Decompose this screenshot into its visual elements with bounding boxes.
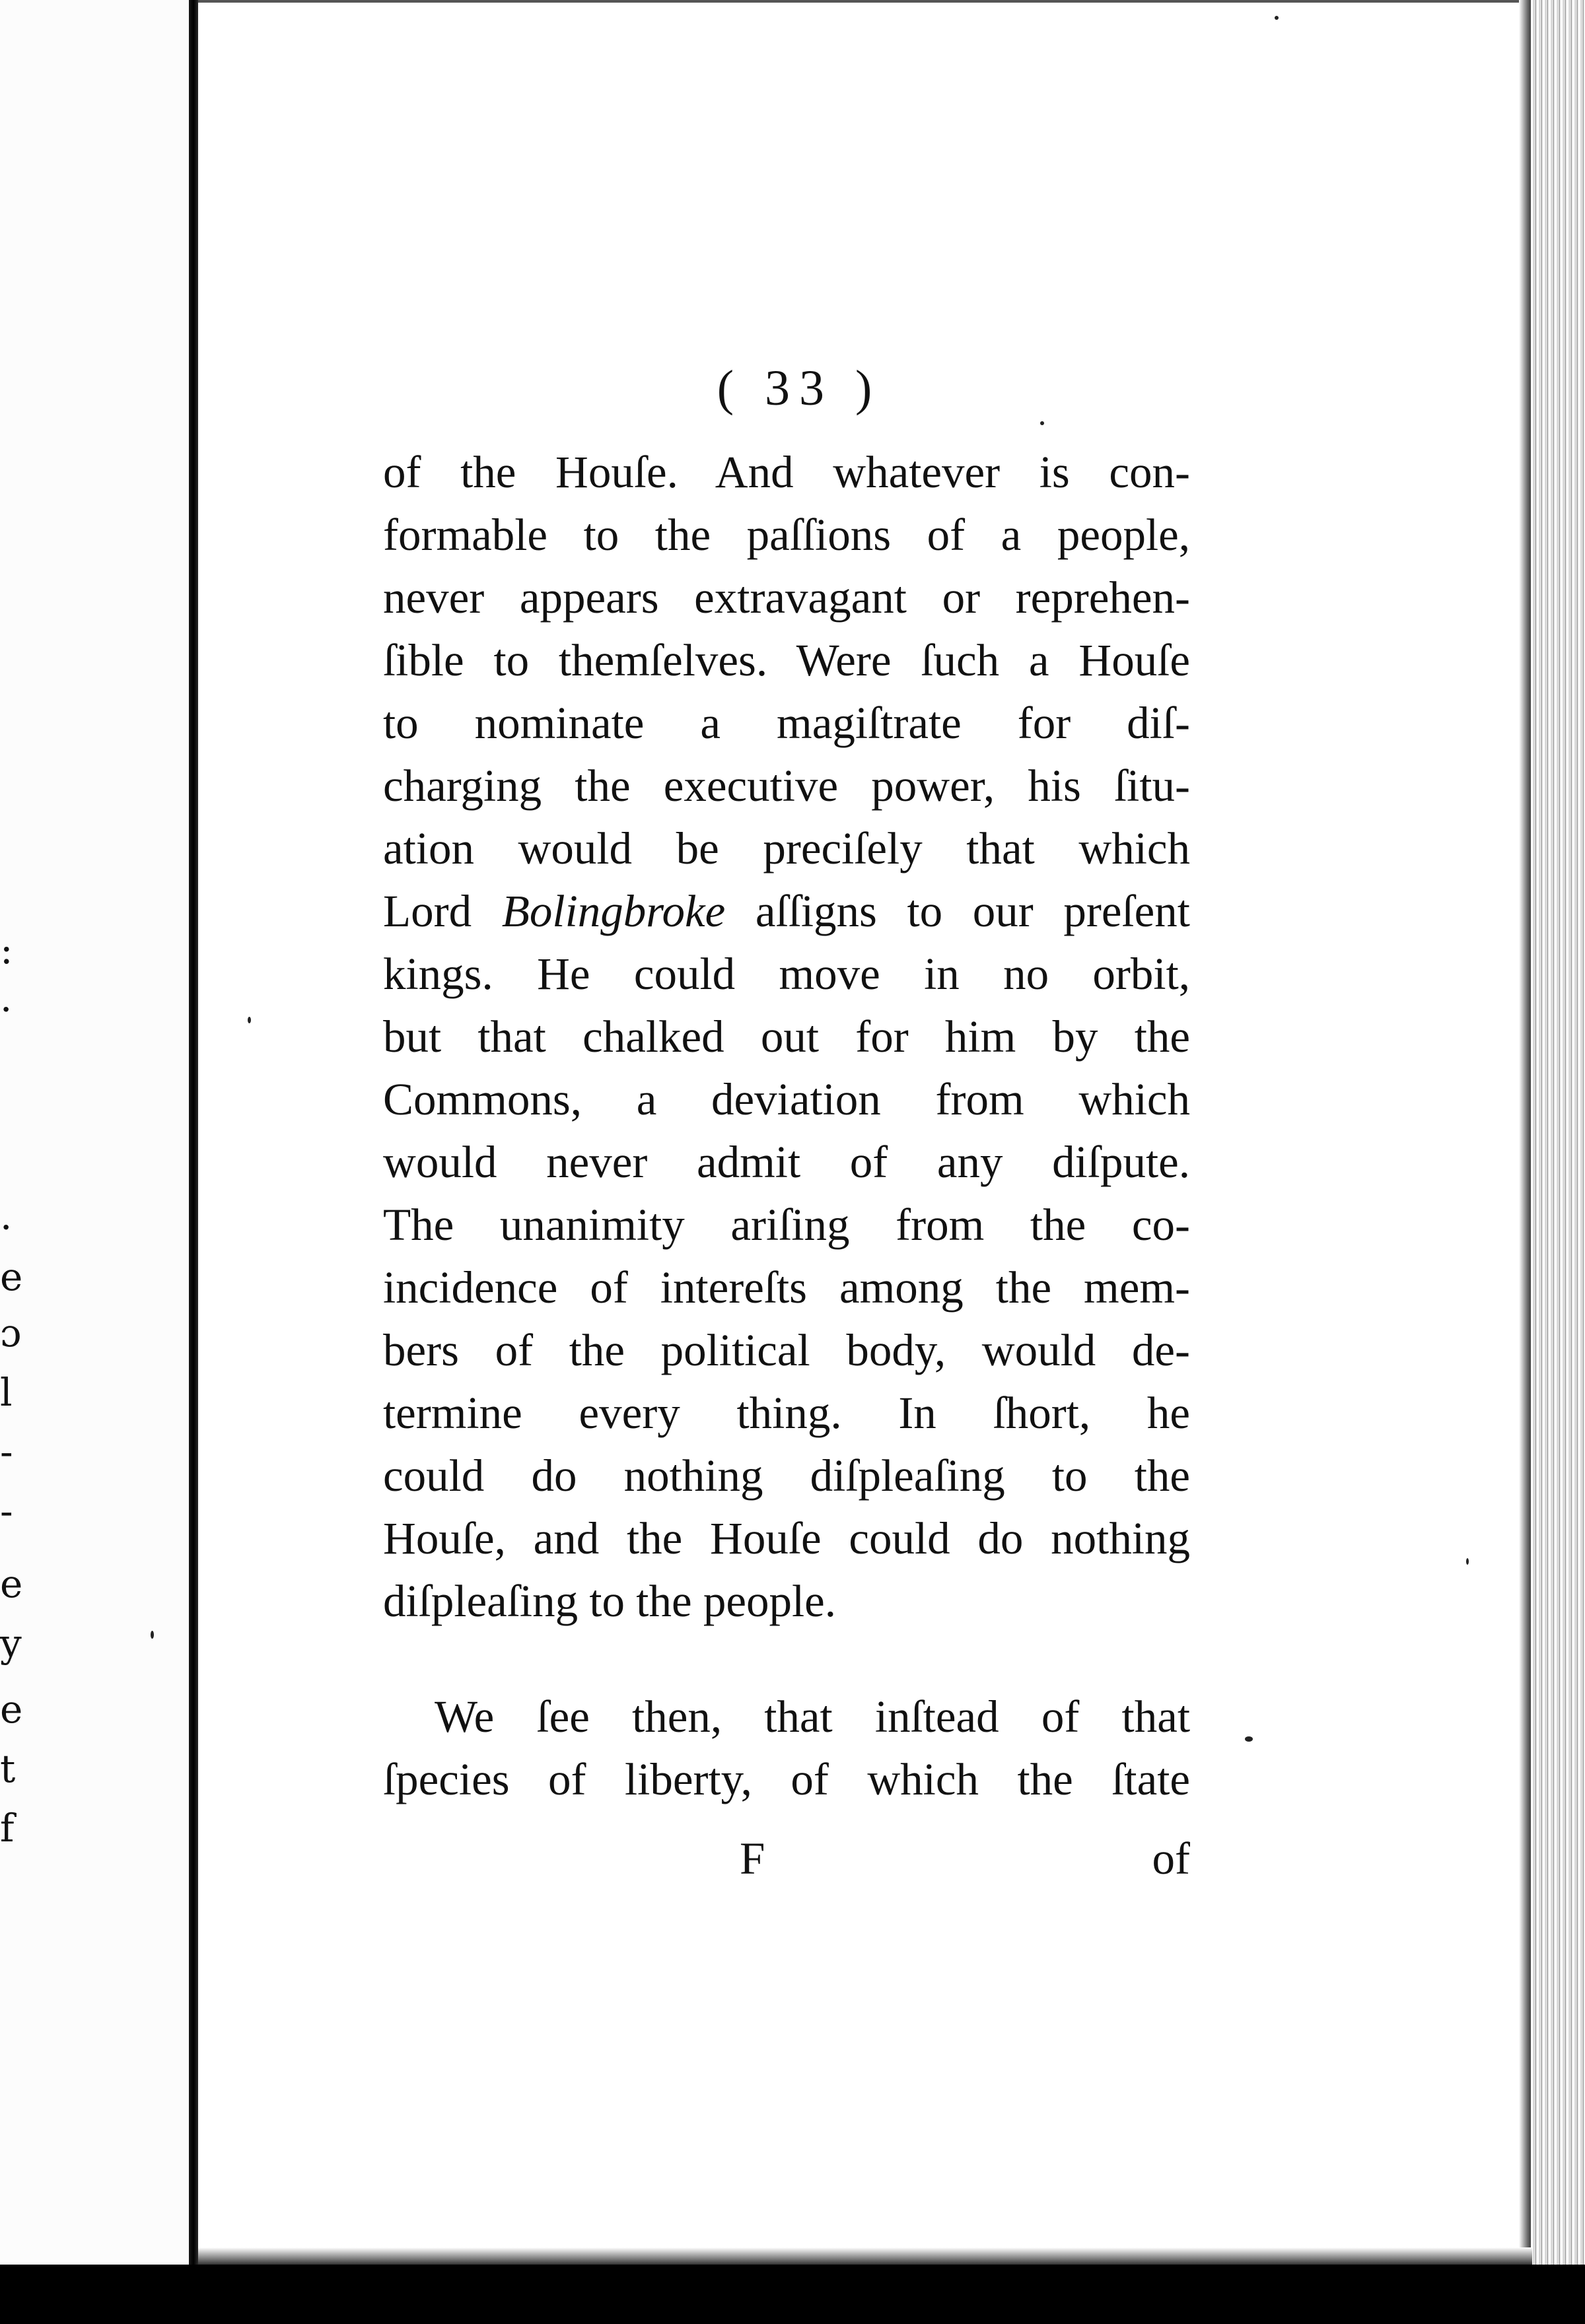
book-gutter xyxy=(189,0,198,2271)
text-line: could do nothing diſpleaſing to the xyxy=(383,1451,1190,1501)
text-line: The unanimity ariſing from the co- xyxy=(383,1200,1190,1250)
text-line: ation would be preciſely that which xyxy=(383,823,1190,873)
edge-glyph: · xyxy=(0,1205,13,1250)
text-line: termine every thing. In ſhort, he xyxy=(383,1388,1190,1438)
text-fragment: aſſigns to our preſent xyxy=(725,886,1190,936)
ink-speck xyxy=(1245,1736,1253,1742)
text-line: to nominate a magiſtrate for diſ- xyxy=(383,698,1190,748)
text-line: would never admit of any diſpute. xyxy=(383,1137,1190,1187)
edge-glyph: : xyxy=(0,928,13,973)
ink-speck xyxy=(1466,1558,1469,1565)
text-line: diſpleaſing to the people. xyxy=(383,1576,836,1626)
edge-glyph: ɔ xyxy=(0,1311,22,1355)
edge-glyph: f xyxy=(0,1806,15,1851)
text-line: of the Houſe. And whatever is con- xyxy=(383,447,1190,497)
ink-speck xyxy=(151,1631,154,1639)
text-line: kings. He could move in no orbit, xyxy=(383,949,1190,999)
edge-glyph: e xyxy=(0,1687,23,1732)
page-footer xyxy=(383,1828,1190,1890)
text-line: but that chalked out for him by the xyxy=(383,1011,1190,1062)
italic-name: Bolingbroke xyxy=(501,886,726,936)
edge-glyph: y xyxy=(0,1621,22,1666)
text-line: never appears extravagant or reprehen- xyxy=(383,572,1190,623)
left-page-edge-glyphs xyxy=(0,0,23,2271)
paragraph xyxy=(383,441,1190,1633)
page-number-header: ( 33 ) xyxy=(717,360,882,416)
text-line: Commons, a deviation from which xyxy=(383,1074,1190,1124)
edge-glyph: - xyxy=(0,1429,13,1474)
text-line: charging the executive power, his ſitu- xyxy=(383,761,1190,811)
text-line: incidence of intereſts among the mem- xyxy=(383,1262,1190,1313)
edge-glyph: - xyxy=(0,1489,13,1534)
text-line: ſible to themſelves. Were ſuch a Houſe xyxy=(383,635,1190,685)
text-line: ſpecies of liberty, of which the ſtate xyxy=(383,1754,1190,1804)
text-fragment: Lord xyxy=(383,886,502,936)
top-edge xyxy=(198,0,1532,3)
edge-glyph: t xyxy=(0,1746,16,1791)
ink-speck xyxy=(248,1017,251,1023)
left-facing-page-edge xyxy=(0,0,193,2271)
page-body xyxy=(383,441,1190,1811)
edge-glyph: · xyxy=(0,987,13,1032)
text-line: bers of the political body, would de- xyxy=(383,1325,1190,1375)
signature-mark: F xyxy=(740,1833,765,1884)
catchword: of xyxy=(1152,1833,1190,1884)
ink-speck xyxy=(1275,16,1279,20)
edge-glyph: l xyxy=(0,1370,13,1415)
ink-speck xyxy=(1040,421,1044,425)
scan-background-band xyxy=(0,2265,1585,2324)
text-line xyxy=(383,880,1190,943)
text-line: We ſee then, that inſtead of that xyxy=(435,1692,1190,1742)
edge-glyph: e xyxy=(0,1254,23,1299)
edge-glyph: e xyxy=(0,1561,23,1606)
book-block-edge xyxy=(1531,0,1585,2271)
text-line: Houſe, and the Houſe could do nothing xyxy=(383,1513,1190,1563)
paragraph xyxy=(383,1686,1190,1811)
text-line: formable to the paſſions of a people, xyxy=(383,510,1190,560)
